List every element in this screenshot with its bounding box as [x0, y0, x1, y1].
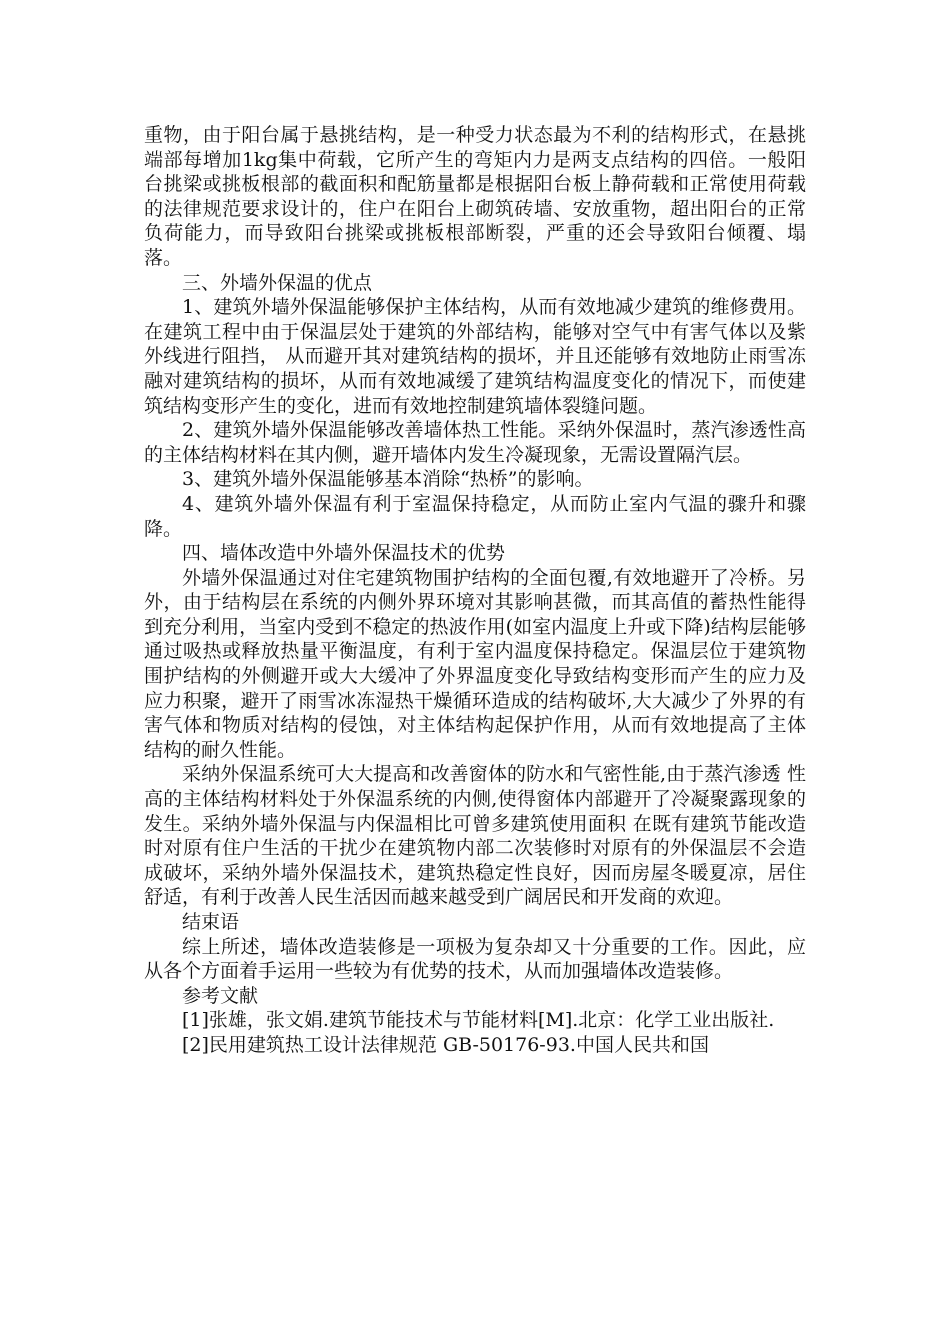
body-paragraph: 1、建筑外墙外保温能够保护主体结构，从而有效地减少建筑的维修费用。在建筑工程中由于保温层处于建筑的外部结构，能够对空气中有害气体以及紫外线进行阻挡， 从而避开其对建筑结构的损坏，并且还能够有效地防止雨雪冻融对建筑结构的损坏，从而有效地减缓了建筑结构温度变化的情况下，而使建筑结构变形产生的变化，进而有效地控制建筑墙体裂缝问题。 — [144, 296, 806, 417]
section-heading: 三、外墙外保温的优点 — [182, 271, 373, 294]
section-heading: 结束语 — [182, 911, 240, 933]
body-paragraph: 2、建筑外墙外保温能够改善墙体热工性能。采纳外保温时，蒸汽渗透性高的主体结构材料在其内侧，避开墙体内发生冷凝现象，无需设置隔汽层。 — [144, 419, 806, 466]
reference-item: [1]张雄，张文娟.建筑节能技术与节能材料[M].北京：化学工业出版社. — [182, 1009, 775, 1032]
body-paragraph: 采纳外保温系统可大大提高和改善窗体的防水和气密性能,由于蒸汽渗透 性高的主体结构材料处于外保温系统的内侧,使得窗体内部避开了冷凝聚露现象的发生。采纳外墙外保温与内保温相比可曾多建筑使用面积 在既有建筑节能改造时对原有住户生活的干扰少在建筑物内部二次装修时对原有的外保温层不会造成破坏，采纳外墙外保温技术，建筑热稳定性良好，因而房屋冬暖夏凉，居住舒适，有利于改善人民生活因而越来越受到广阔居民和开发商的欢迎。 — [144, 763, 806, 909]
document-page — [144, 123, 806, 1058]
section-heading: 参考文献 — [182, 984, 259, 1007]
body-paragraph: 重物，由于阳台属于悬挑结构，是一种受力状态最为不利的结构形式，在悬挑端部每增加1kg集中荷载，它所产生的弯矩内力是两支点结构的四倍。一般阳台挑梁或挑板根部的截面积和配筋量都是根据阳台板上静荷载和正常使用荷载的法律规范要求设计的，住户在阳台上砌筑砖墙、安放重物，超出阳台的正常负荷能力，而导致阳台挑梁或挑板根部断裂，严重的还会导致阳台倾覆、塌落。 — [144, 124, 806, 269]
section-heading: 四、墙体改造中外墙外保温技术的优势 — [182, 542, 506, 565]
body-paragraph: 外墙外保温通过对住宅建筑物围护结构的全面包覆,有效地避开了冷桥。另外，由于结构层在系统的内侧外界环境对其影响甚微，而其高值的蓄热性能得到充分利用，当室内受到不稳定的热波作用(如室内温度上升或下降)结构层能够通过吸热或释放热量平衡温度，有利于室内温度保持稳定。保温层位于建筑物围护结构的外侧避开或大大缓冲了外界温度变化导致结构变形而产生的应力及应力积聚，避开了雨雪冰冻湿热干燥循环造成的结构破坏,大大减少了外界的有害气体和物质对结构的侵蚀，对主体结构起保护作用，从而有效地提高了主体结构的耐久性能。 — [144, 566, 806, 761]
body-paragraph: 3、建筑外墙外保温能够基本消除“热桥”的影响。 — [182, 468, 594, 491]
reference-item: [2]民用建筑热工设计法律规范 GB-50176-93.中国人民共和国 — [182, 1033, 709, 1056]
body-paragraph: 综上所述，墙体改造装修是一项极为复杂却又十分重要的工作。因此，应从各个方面着手运用一些较为有优势的技术，从而加强墙体改造装修。 — [144, 935, 806, 983]
body-paragraph: 4、建筑外墙外保温有利于室温保持稳定，从而防止室内气温的骤升和骤降。 — [144, 492, 806, 540]
